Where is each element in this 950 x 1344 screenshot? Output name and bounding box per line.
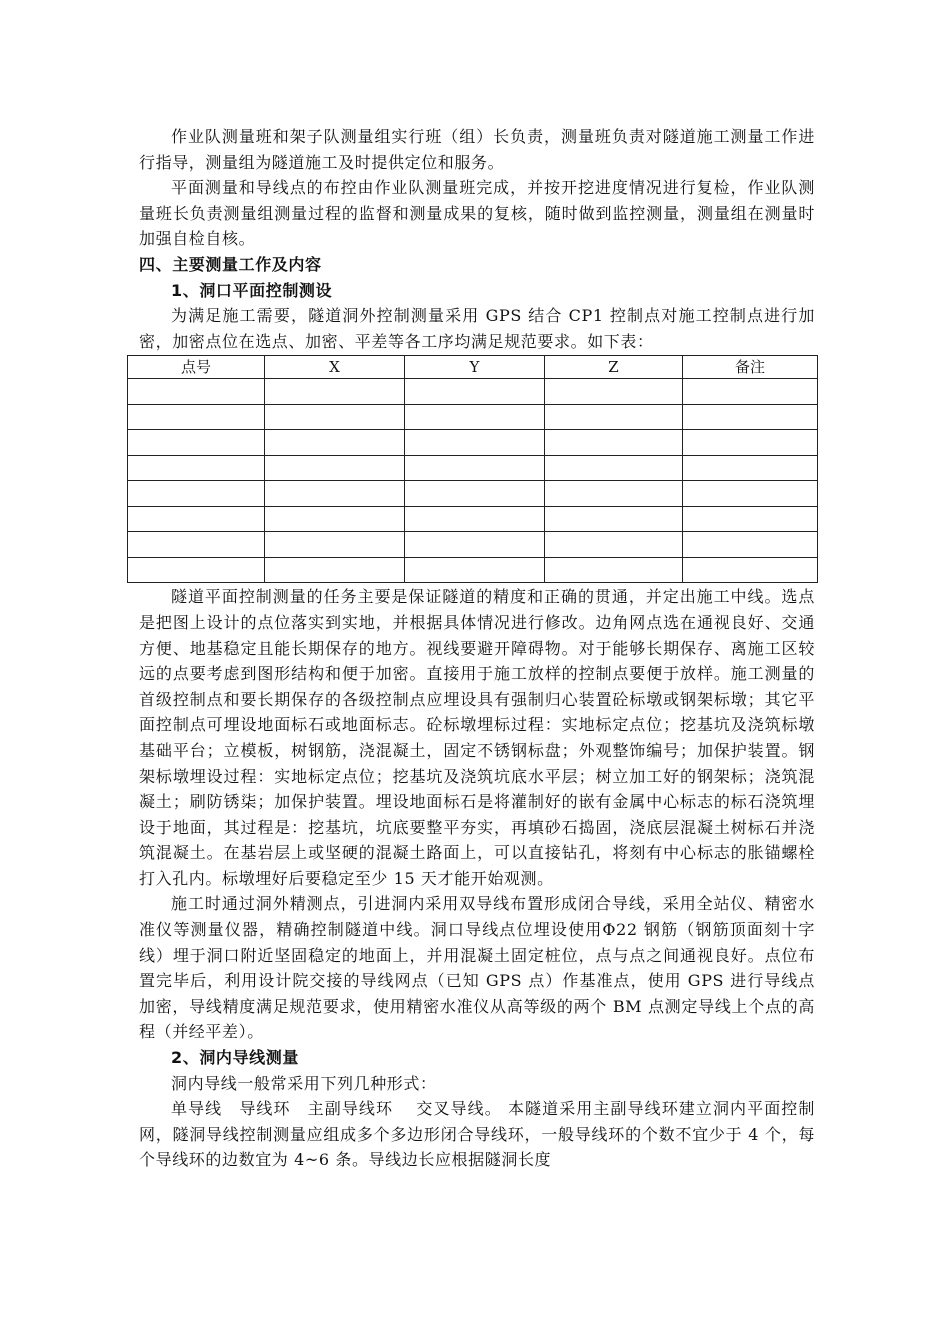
table-cell <box>683 557 818 583</box>
table-cell <box>128 379 265 405</box>
table-cell <box>128 481 265 507</box>
section-heading-4: 四、主要测量工作及内容 <box>139 254 322 274</box>
table-cell <box>265 557 405 583</box>
table-cell <box>405 532 545 558</box>
table-cell <box>405 506 545 532</box>
table-cell <box>128 430 265 456</box>
table-cell <box>405 430 545 456</box>
table-cell <box>128 506 265 532</box>
table-cell <box>128 532 265 558</box>
table-cell <box>128 404 265 430</box>
paragraph-gps-intro: 为满足施工需要，隧道洞外控制测量采用 GPS 结合 CP1 控制点对施工控制点进行加密，加密点位在选点、加密、平差等各工序均满足规范要求。如下表： <box>139 306 815 351</box>
subsection-heading-1: 1、洞口平面控制测设 <box>171 280 333 300</box>
table-header-cell: 备注 <box>683 356 818 379</box>
table-cell <box>405 379 545 405</box>
table-cell <box>265 481 405 507</box>
table-cell <box>265 379 405 405</box>
table-cell <box>683 430 818 456</box>
table-header-cell: 点号 <box>128 356 265 379</box>
table-cell <box>683 481 818 507</box>
table-cell <box>405 481 545 507</box>
table-cell <box>265 506 405 532</box>
paragraph-construction-traverse: 施工时通过洞外精测点，引进洞内采用双导线布置形成闭合导线，采用全站仪、精密水准仪等测量仪器，精确控制隧道中线。洞口导线点位埋设使用Φ22 钢筋（钢筋顶面刻十字线）埋于洞口附近坚固稳定的地面上，并用混凝土固定桩位，点与点之间通视良好。点位布置完毕后，利用设计院交接的导线网点（已知 GPS 点）作基准点，使用 GPS 进行导线点加密，导线精度满足规范要求，使用精密水准仪从高等级的两个 BM 点测定导线上个点的高程（并经平差）。 <box>139 894 815 1042</box>
paragraph-plane-control: 隧道平面控制测量的任务主要是保证隧道的精度和正确的贯通，并定出施工中线。选点是把图上设计的点位落实到实地，并根据具体情况进行修改。边角网点选在通视良好、交通方便、地基稳定且能长期保存的地方。视线要避开障碍物。对于能够长期保存、离施工区较远的点要考虑到图形结构和便于加密。直接用于施工放样的控制点要便于放样。施工测量的首级控制点和要长期保存的各级控制点应埋设具有强制归心装置砼标墩或钢架标墩；其它平面控制点可埋设地面标石或地面标志。砼标墩埋标过程：实地标定点位；挖基坑及浇筑标墩基础平台；立模板，树钢筋，浇混凝土，固定不锈钢标盘；外观整饰编号；加保护装置。钢架标墩埋设过程：实地标定点位；挖基坑及浇筑坑底水平层；树立加工好的钢架标；浇筑混凝土；刷防锈柒；加保护装置。埋设地面标石是将灌制好的嵌有金属中心标志的标石浇筑埋设于地面，其过程是：挖基坑，坑底要整平夯实，再填砂石捣固，浇底层混凝土树标石并浇筑混凝土。在基岩层上或坚硬的混凝土路面上，可以直接钻孔，将刻有中心标志的胀锚螺栓打入孔内。标墩埋好后要稳定至少 15 天才能开始观测。 <box>139 587 815 888</box>
table-cell <box>545 455 683 481</box>
table-header-cell: Y <box>405 356 545 379</box>
table-cell <box>545 404 683 430</box>
table-row <box>128 506 818 532</box>
table-cell <box>545 430 683 456</box>
table-row <box>128 481 818 507</box>
table-header-cell: Z <box>545 356 683 379</box>
table-cell <box>265 404 405 430</box>
table-row <box>128 455 818 481</box>
table-row <box>128 404 818 430</box>
document-page <box>139 124 815 1173</box>
table-cell <box>128 455 265 481</box>
table-cell <box>683 532 818 558</box>
paragraph-survey-team: 作业队测量班和架子队测量组实行班（组）长负责，测量班负责对隧道施工测量工作进行指导，测量组为隧道施工及时提供定位和服务。 <box>139 127 815 172</box>
table-cell <box>545 481 683 507</box>
table-cell <box>545 532 683 558</box>
table-cell <box>265 532 405 558</box>
subsection-heading-2: 2、洞内导线测量 <box>171 1048 299 1068</box>
table-cell <box>545 379 683 405</box>
table-header-cell: X <box>265 356 405 379</box>
table-cell <box>683 455 818 481</box>
table-cell <box>683 379 818 405</box>
paragraph-traverse-forms-intro: 洞内导线一般常采用下列几种形式： <box>171 1073 437 1093</box>
table-row <box>128 557 818 583</box>
table-cell <box>128 557 265 583</box>
table-row <box>128 430 818 456</box>
table-cell <box>683 506 818 532</box>
table-row <box>128 532 818 558</box>
table-header-row <box>128 356 818 379</box>
table-cell <box>405 404 545 430</box>
table-cell <box>545 506 683 532</box>
paragraph-plane-survey: 平面测量和导线点的布控由作业队测量班完成，并按开挖进度情况进行复检，作业队测量班长负责测量组测量过程的监督和测量成果的复核，随时做到监控测量，测量组在测量时加强自检自核。 <box>139 178 815 249</box>
table-cell <box>683 404 818 430</box>
table-cell <box>405 455 545 481</box>
table-row <box>128 379 818 405</box>
control-point-table <box>127 355 818 583</box>
table-cell <box>405 557 545 583</box>
table-cell <box>265 430 405 456</box>
table-cell <box>545 557 683 583</box>
table-cell <box>265 455 405 481</box>
paragraph-traverse-forms: 单导线 导线环 主副导线环 交叉导线。 本隧道采用主副导线环建立洞内平面控制网，隧洞导线控制测量应组成多个多边形闭合导线环，一般导线环的个数不宜少于 4 个，每个导线环的边数宜为 4~6 条。导线边长应根据隧洞长度 <box>139 1099 815 1170</box>
